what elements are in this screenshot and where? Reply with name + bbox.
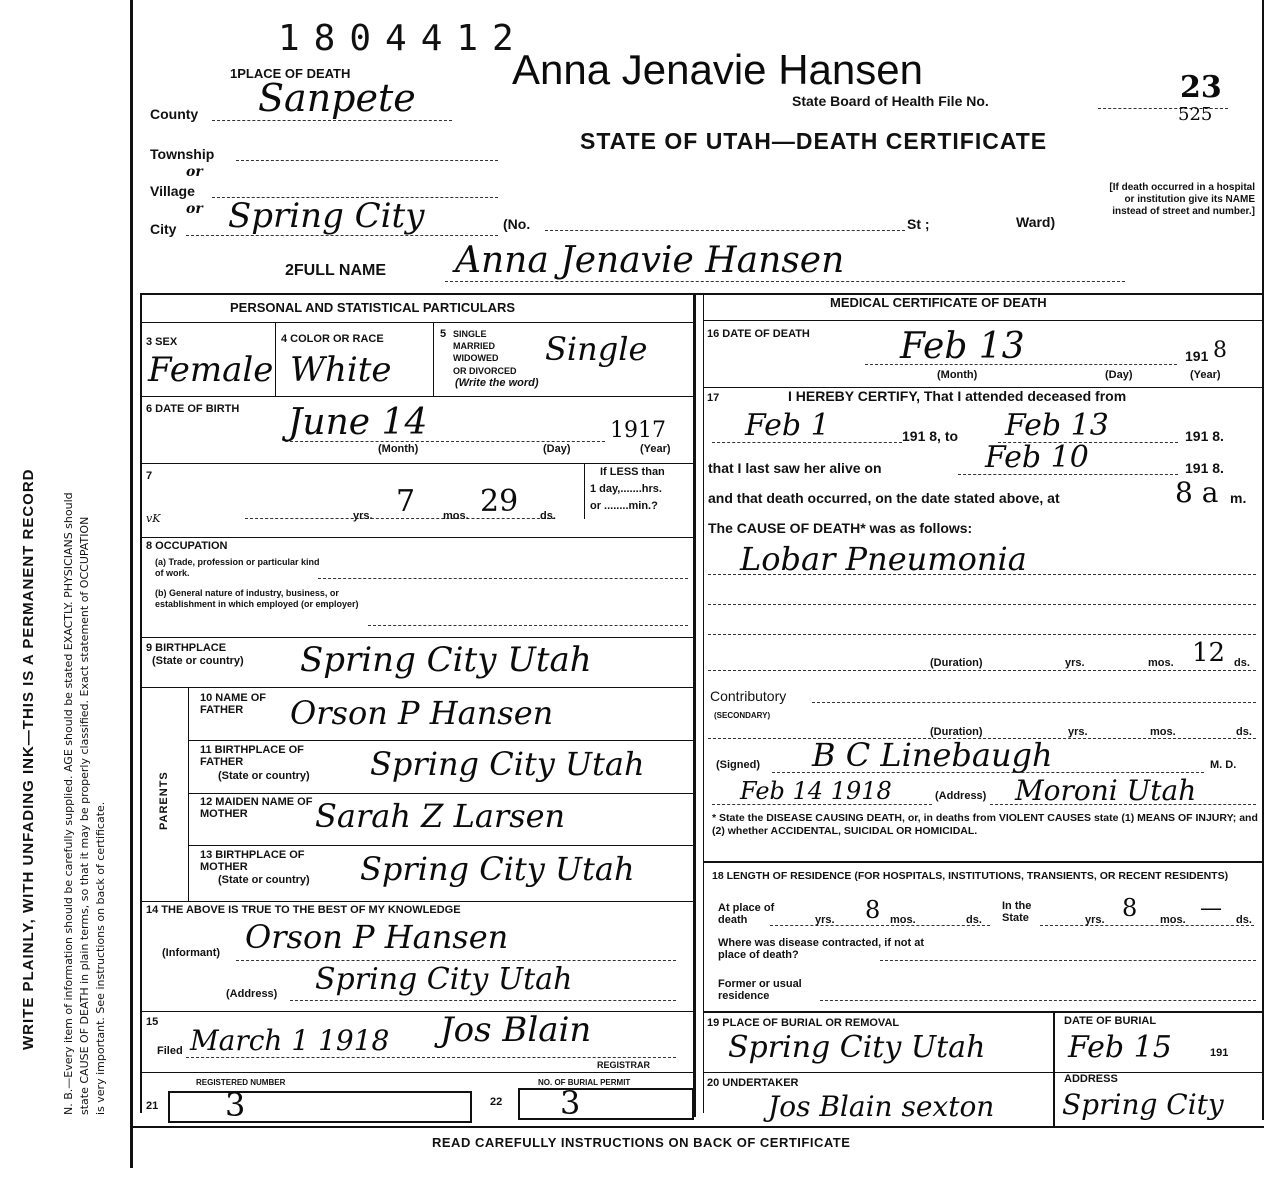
township-label: Township	[150, 146, 215, 162]
county-value: Sanpete	[258, 76, 416, 120]
age-yrs-label: yrs.	[353, 510, 373, 522]
duration-days: 12	[1192, 638, 1226, 668]
age-mark: vK	[146, 512, 161, 525]
personal-heading: PERSONAL AND STATISTICAL PARTICULARS	[230, 300, 516, 315]
death-time: 8 a	[1175, 476, 1219, 509]
burial-permit-label: NO. OF BURIAL PERMIT	[538, 1078, 631, 1087]
father-bp-label: 11 BIRTHPLACE OF FATHER	[200, 744, 304, 768]
burial-date-label: DATE OF BURIAL	[1064, 1015, 1157, 1027]
in-state-mos: —	[1200, 896, 1222, 921]
residence-label: 18 LENGTH OF RESIDENCE (FOR HOSPITALS, INSTITUTIONS, TRANSIENTS, OR RECENT RESIDENTS)	[712, 870, 1229, 882]
dod-value: Feb 13	[900, 326, 1025, 367]
street-label: St ;	[907, 216, 930, 232]
city-value: Spring City	[228, 196, 425, 236]
medical-heading: MEDICAL CERTIFICATE OF DEATH	[830, 295, 1047, 310]
bottom-border	[130, 1126, 1264, 1128]
right-border	[1262, 0, 1264, 1120]
father-label: 10 NAME OF FATHER	[200, 692, 267, 716]
mother-bp-label: 13 BIRTHPLACE OF MOTHER	[200, 849, 305, 873]
duration-yrs-2: yrs.	[1068, 726, 1088, 738]
sex-label: 3 SEX	[146, 336, 178, 348]
duration-label-1: (Duration)	[930, 657, 983, 669]
in-state-yrs-label: yrs.	[1085, 914, 1105, 926]
age-mos-label: mos.	[443, 510, 469, 522]
duration-yrs-1: yrs.	[1065, 657, 1085, 669]
ward-label: Ward)	[1016, 214, 1056, 230]
full-name-value: Anna Jenavie Hansen	[455, 240, 845, 281]
at-place-yrs-label: yrs.	[815, 914, 835, 926]
secondary-label: (SECONDARY)	[714, 711, 771, 720]
at-place-mos-label: mos.	[890, 914, 916, 926]
hospital-note: [If death occurred in a hospital or institution give its NAME instead of street and number.]	[1109, 182, 1255, 217]
dob-month-caption: (Month)	[378, 443, 419, 455]
county-label: County	[150, 106, 199, 122]
father-bp-sub: (State or country)	[218, 770, 310, 782]
age-ds-label: ds.	[540, 510, 556, 522]
burial-year-prefix: 191	[1210, 1047, 1229, 1059]
at-place-label: At place of death	[718, 902, 775, 926]
file-sub-number: 525	[1178, 104, 1213, 125]
undertaker-address-label: ADDRESS	[1064, 1073, 1118, 1085]
nb-note-2: state CAUSE OF DEATH in plain terms, so that it may be properly classified. Exact statement of OCCUPATION	[78, 516, 91, 1115]
duration-mos-1: mos.	[1148, 657, 1174, 669]
birthplace-sub: (State or country)	[152, 655, 244, 667]
father-value: Orson P Hansen	[290, 694, 554, 732]
in-state-mos-label: mos.	[1160, 914, 1186, 926]
last-saw-year: 191 8.	[1185, 460, 1224, 476]
informant-label: (Informant)	[162, 947, 221, 959]
marital-opt-married: MARRIED	[453, 341, 495, 351]
undertaker-value: Jos Blain sexton	[768, 1090, 995, 1123]
marital-opt-widowed: WIDOWED	[453, 353, 499, 363]
in-state-ds-label: ds.	[1236, 914, 1252, 926]
undertaker-label: 20 UNDERTAKER	[707, 1077, 799, 1089]
former-residence: Former or usual residence	[718, 978, 802, 1002]
color-label: 4 COLOR OR RACE	[281, 333, 384, 345]
city-label: City	[150, 221, 177, 237]
duration-mos-2: mos.	[1150, 726, 1176, 738]
in-state-yrs: 8	[1122, 894, 1138, 922]
dod-month-caption: (Month)	[937, 369, 978, 381]
mother-label: 12 MAIDEN NAME OF MOTHER	[200, 796, 313, 820]
file-number: 23	[1180, 70, 1222, 105]
handwritten-name: Anna Jenavie Hansen	[512, 46, 923, 93]
duration-ds-2: ds.	[1236, 726, 1252, 738]
marital-value: Single	[545, 330, 648, 368]
dod-year-caption: (Year)	[1190, 369, 1221, 381]
physician-signature: B C Linebaugh	[812, 736, 1053, 774]
marital-opt-divorced: OR DIVORCED	[453, 366, 517, 376]
contributory-label: Contributory	[710, 688, 787, 704]
in-state-label: In the State	[1002, 900, 1032, 924]
birthplace-label: 9 BIRTHPLACE	[146, 642, 227, 654]
burial-date-value: Feb 15	[1068, 1030, 1172, 1065]
dob-year: 1917	[610, 418, 666, 443]
certify-num: 17	[707, 392, 720, 404]
dod-year-prefix: 191	[1185, 348, 1209, 364]
duration-label-2: (Duration)	[930, 726, 983, 738]
footer-note: READ CAREFULLY INSTRUCTIONS ON BACK OF CERTIFICATE	[432, 1135, 851, 1150]
reg-num-label: REGISTERED NUMBER	[196, 1078, 286, 1087]
color-value: White	[290, 350, 392, 390]
death-time-unit: m.	[1230, 490, 1247, 506]
signed-address-label: (Address)	[935, 790, 987, 802]
less-than-1: If LESS than	[600, 466, 665, 478]
burial-permit-box	[518, 1088, 694, 1120]
occupation-a: (a) Trade, profession or particular kind of work.	[155, 557, 320, 578]
filed-date: March 1 1918	[190, 1024, 390, 1057]
attended-to-year: 191 8.	[1185, 428, 1224, 444]
permanent-record-note: WRITE PLAINLY, WITH UNFADING INK—THIS IS A PERMANENT RECORD	[20, 468, 37, 1050]
cause-note: * State the DISEASE CAUSING DEATH, or, in deaths from VIOLENT CAUSES state (1) MEANS OF INJURY; and (2) whether ACCIDENTAL, SUICIDAL OR HOMICIDAL.	[712, 812, 1258, 837]
signed-date: Feb 14 1918	[740, 777, 892, 805]
registrar-label: REGISTRAR	[597, 1060, 651, 1070]
sex-value: Female	[148, 350, 274, 390]
md-label: M. D.	[1210, 759, 1237, 771]
filed-label: Filed	[157, 1045, 183, 1057]
village-label: Village	[150, 183, 195, 199]
dod-day-caption: (Day)	[1105, 369, 1133, 381]
age-months: 7	[396, 484, 416, 519]
mother-value: Sarah Z Larsen	[315, 797, 566, 835]
at-place-yrs: 8	[865, 896, 881, 924]
full-name-label: 2FULL NAME	[285, 262, 387, 279]
informant-address: Spring City Utah	[315, 962, 573, 997]
signed-label: (Signed)	[716, 759, 760, 771]
dob-day-caption: (Day)	[543, 443, 571, 455]
mother-bp-sub: (State or country)	[218, 874, 310, 886]
burial-permit-value: 3	[560, 1084, 581, 1122]
or-1: or	[186, 164, 203, 180]
informant-value: Orson P Hansen	[245, 918, 509, 956]
occupation-label: 8 OCCUPATION	[146, 540, 228, 552]
or-2: or	[186, 201, 203, 217]
left-border	[130, 0, 133, 1168]
age-days: 29	[480, 484, 519, 519]
attended-from: Feb 1	[745, 408, 830, 443]
street-no-label: (No.	[503, 216, 531, 232]
nb-note-1: N. B.—Every item of information should be carefully supplied. AGE should be stated EXACTLY. PHYSICIANS should	[62, 492, 75, 1115]
burial-permit-index: 22	[490, 1096, 503, 1108]
signed-address: Moroni Utah	[1015, 774, 1197, 807]
mother-bp-value: Spring City Utah	[360, 850, 635, 888]
undertaker-address: Spring City	[1062, 1088, 1224, 1121]
last-saw-label: that I last saw her alive on	[708, 460, 882, 476]
death-occurred-label: and that death occurred, on the date stated above, at	[708, 490, 1060, 506]
burial-place-label: 19 PLACE OF BURIAL OR REMOVAL	[707, 1017, 900, 1029]
dod-year: 8	[1213, 338, 1227, 363]
cause-label: The CAUSE OF DEATH* was as follows:	[708, 520, 973, 536]
at-place-ds-label: ds.	[966, 914, 982, 926]
stamp-number: 1804412	[278, 18, 528, 59]
attended-to-label: 191 8, to	[902, 428, 959, 444]
burial-place-value: Spring City Utah	[728, 1030, 986, 1065]
registrar-signature: Jos Blain	[440, 1010, 592, 1050]
where-contracted: Where was disease contracted, if not at place of death?	[718, 937, 925, 961]
duration-ds-1: ds.	[1234, 657, 1250, 669]
informant-address-label: (Address)	[226, 988, 278, 1000]
dob-label: 6 DATE OF BIRTH	[146, 403, 240, 415]
occupation-b: (b) General nature of industry, business, or establishment in which employed (or employer)	[155, 588, 359, 609]
marital-write-note: (Write the word)	[455, 377, 539, 389]
place-of-death-label: 1PLACE OF DEATH	[230, 66, 351, 81]
nb-note-3: is very important. See instructions on back of certificate.	[94, 801, 107, 1115]
reg-num-box	[168, 1091, 472, 1123]
father-bp-value: Spring City Utah	[370, 745, 645, 783]
true-statement: 14 THE ABOVE IS TRUE TO THE BEST OF MY KNOWLEDGE	[146, 904, 461, 916]
less-than-3: or ........min.?	[590, 500, 658, 512]
reg-num-index: 21	[146, 1100, 159, 1112]
age-num: 7	[146, 470, 153, 482]
certificate-title: STATE OF UTAH—DEATH CERTIFICATE	[580, 128, 1048, 154]
dob-year-caption: (Year)	[640, 443, 671, 455]
certify-text: I HEREBY CERTIFY, That I attended deceased from	[788, 388, 1127, 404]
less-than-2: 1 day,.......hrs.	[590, 483, 662, 495]
cause-value: Lobar Pneumonia	[740, 540, 1027, 578]
marital-num: 5	[440, 328, 447, 340]
parents-label: PARENTS	[158, 771, 170, 830]
dod-label: 16 DATE OF DEATH	[707, 328, 810, 340]
dob-month-day: June 14	[288, 402, 428, 443]
filed-num: 15	[146, 1016, 159, 1028]
reg-num-value: 3	[225, 1086, 246, 1124]
birthplace-value: Spring City Utah	[300, 640, 592, 680]
attended-to: Feb 13	[1005, 408, 1109, 443]
marital-opt-single: SINGLE	[453, 329, 487, 339]
file-label: State Board of Health File No.	[792, 93, 989, 109]
last-saw-date: Feb 10	[985, 440, 1089, 475]
